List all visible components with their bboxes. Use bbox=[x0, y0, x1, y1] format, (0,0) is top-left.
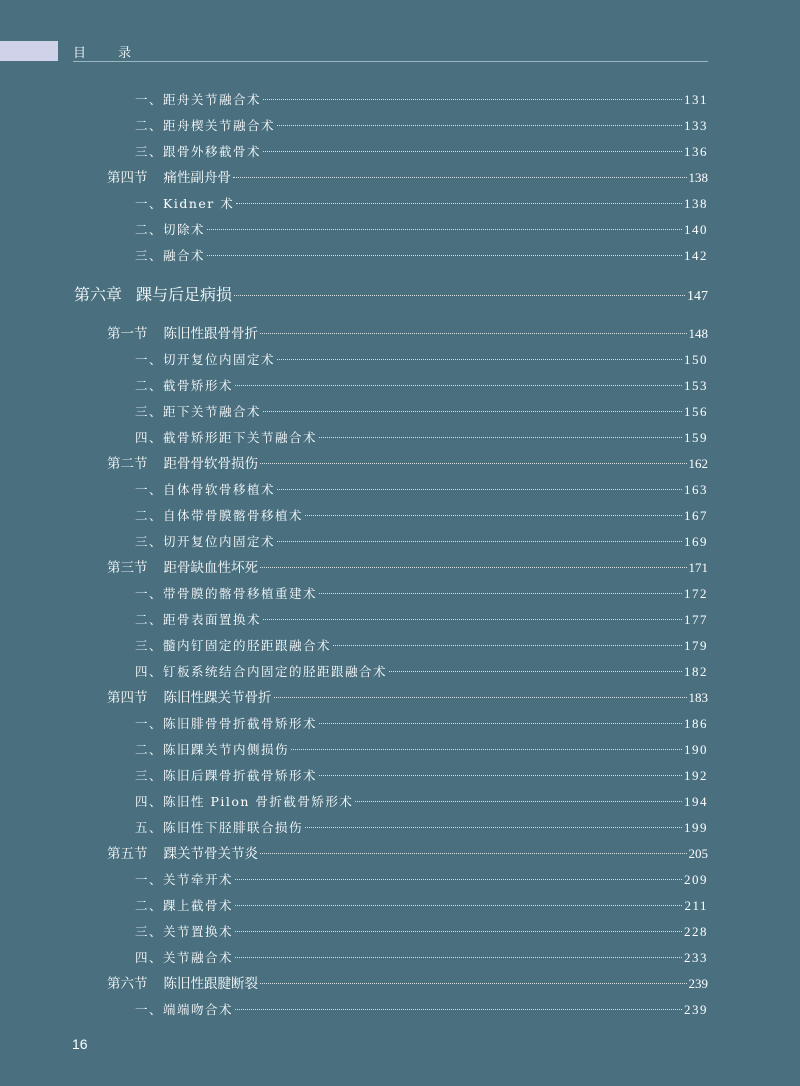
toc-entry-label bbox=[135, 818, 303, 838]
dot-leader bbox=[305, 827, 682, 828]
toc-entry-title: 二、距骨表面置换术 bbox=[135, 612, 262, 627]
toc-entry-section[interactable] bbox=[107, 454, 708, 474]
toc-page-number: 186 bbox=[684, 716, 708, 731]
toc-entry-label bbox=[135, 636, 331, 656]
toc-page-number: 182 bbox=[684, 664, 708, 679]
toc-entry-title: 四、关节融合术 bbox=[135, 950, 234, 965]
toc-entry-item[interactable] bbox=[135, 1000, 708, 1020]
dot-leader bbox=[319, 775, 682, 776]
dot-leader bbox=[333, 645, 682, 646]
toc-entry-title: 二、切除术 bbox=[135, 222, 206, 237]
toc-entry-item[interactable] bbox=[135, 350, 708, 370]
dot-leader bbox=[277, 125, 682, 126]
toc-page-number: 150 bbox=[684, 352, 708, 367]
toc-entry-item[interactable] bbox=[135, 870, 708, 890]
toc-entry-title: 一、带骨膜的髂骨移植重建术 bbox=[135, 586, 318, 601]
toc-page-number: 192 bbox=[684, 768, 708, 783]
dot-leader bbox=[319, 723, 682, 724]
toc-entry-label bbox=[135, 90, 261, 110]
toc-entry-item[interactable] bbox=[135, 948, 708, 968]
dot-leader bbox=[233, 177, 687, 178]
page-number: 16 bbox=[72, 1036, 88, 1052]
header-tab-block bbox=[0, 41, 58, 61]
toc-entry-item[interactable] bbox=[135, 714, 708, 734]
toc-entry-section[interactable] bbox=[107, 844, 708, 864]
toc-entry-label bbox=[107, 844, 258, 864]
toc-entry-number: 第二节 bbox=[107, 456, 148, 472]
dot-leader bbox=[235, 905, 682, 906]
toc-entry-item[interactable] bbox=[135, 818, 708, 838]
toc-entry-item[interactable] bbox=[135, 246, 708, 266]
toc-page-number: 172 bbox=[684, 586, 708, 601]
toc-entry-label bbox=[135, 948, 233, 968]
toc-entry-label bbox=[107, 974, 258, 994]
toc-entry-title: 一、自体骨软骨移植术 bbox=[135, 482, 276, 497]
dot-leader bbox=[234, 295, 685, 296]
dot-leader bbox=[277, 541, 682, 542]
toc-entry-label bbox=[135, 142, 261, 162]
toc-entry-label bbox=[74, 285, 232, 305]
toc-entry-label bbox=[135, 610, 261, 630]
toc-page-number: 153 bbox=[684, 378, 708, 393]
toc-page-number: 156 bbox=[684, 404, 708, 419]
toc-entry-item[interactable] bbox=[135, 428, 708, 448]
toc-entry-item[interactable] bbox=[135, 610, 708, 630]
dot-leader bbox=[260, 463, 687, 464]
toc-entry-label bbox=[135, 1000, 233, 1020]
toc-entry-label bbox=[135, 740, 289, 760]
toc-entry-item[interactable] bbox=[135, 792, 708, 812]
toc-entry-item[interactable] bbox=[135, 220, 708, 240]
toc-page-number: 199 bbox=[684, 820, 708, 835]
toc-entry-title: 陈旧性跟骨骨折 bbox=[163, 326, 258, 342]
toc-entry-label bbox=[107, 558, 258, 578]
toc-entry-item[interactable] bbox=[135, 142, 708, 162]
toc-entry-title: 痛性副舟骨 bbox=[163, 170, 231, 186]
dot-leader bbox=[263, 151, 682, 152]
toc-entry-title: 四、陈旧性 Pilon 骨折截骨矫形术 bbox=[135, 794, 354, 809]
toc-page-number: 171 bbox=[688, 560, 708, 575]
toc-entry-title: 一、Kidner 术 bbox=[135, 196, 235, 211]
toc-entry-label bbox=[135, 792, 353, 812]
dot-leader bbox=[263, 619, 682, 620]
toc-entry-title: 三、切开复位内固定术 bbox=[135, 534, 276, 549]
toc-page-number: 194 bbox=[684, 794, 708, 809]
toc-entry-title: 一、切开复位内固定术 bbox=[135, 352, 276, 367]
toc-entry-label bbox=[135, 428, 317, 448]
toc-entry-title: 四、钉板系统结合内固定的胫距跟融合术 bbox=[135, 664, 388, 679]
toc-entry-title: 四、截骨矫形距下关节融合术 bbox=[135, 430, 318, 445]
dot-leader bbox=[355, 801, 682, 802]
toc-entry-item[interactable] bbox=[135, 194, 708, 214]
toc-entry-label bbox=[107, 324, 258, 344]
dot-leader bbox=[305, 515, 682, 516]
toc-entry-title: 二、自体带骨膜髂骨移植术 bbox=[135, 508, 304, 523]
dot-leader bbox=[235, 931, 682, 932]
toc-page-number: 177 bbox=[684, 612, 708, 627]
toc-entry-label bbox=[135, 376, 233, 396]
dot-leader bbox=[274, 697, 687, 698]
toc-page-number: 209 bbox=[684, 872, 708, 887]
toc-entry-label bbox=[135, 480, 275, 500]
toc-entry-label bbox=[107, 168, 231, 188]
dot-leader bbox=[263, 411, 682, 412]
toc-entry-item[interactable] bbox=[135, 480, 708, 500]
toc-entry-number: 第三节 bbox=[107, 560, 148, 576]
toc-page-number: 183 bbox=[688, 690, 708, 705]
toc-page-number: 147 bbox=[687, 289, 708, 304]
dot-leader bbox=[319, 593, 682, 594]
toc-entry-title: 二、陈旧踝关节内侧损伤 bbox=[135, 742, 290, 757]
toc-entry-item[interactable] bbox=[135, 766, 708, 786]
toc-page-number: 190 bbox=[684, 742, 708, 757]
dot-leader bbox=[236, 203, 682, 204]
toc-entry-title: 踝与后足病损 bbox=[136, 285, 233, 304]
toc-entry-item[interactable] bbox=[135, 116, 708, 136]
toc-entry-item[interactable] bbox=[135, 922, 708, 942]
toc-entry-item[interactable] bbox=[135, 662, 708, 682]
toc-page-number: 179 bbox=[684, 638, 708, 653]
toc-entry-number: 第五节 bbox=[107, 846, 148, 862]
toc-entry-number: 第六章 bbox=[74, 285, 123, 304]
toc-entry-title: 距骨骨软骨损伤 bbox=[163, 456, 258, 472]
toc-entry-section[interactable] bbox=[107, 324, 708, 344]
toc-entry-section[interactable] bbox=[107, 558, 708, 578]
toc-page-number: 138 bbox=[684, 196, 708, 211]
toc-page-number: 228 bbox=[684, 924, 708, 939]
dot-leader bbox=[277, 489, 682, 490]
page-header-title: 目 录 bbox=[73, 46, 146, 61]
toc-entry-item[interactable] bbox=[135, 376, 708, 396]
toc-page-number: 163 bbox=[684, 482, 708, 497]
dot-leader bbox=[207, 229, 682, 230]
toc-entry-title: 陈旧性跟腱断裂 bbox=[163, 976, 258, 992]
toc-entry-item[interactable] bbox=[135, 636, 708, 656]
dot-leader bbox=[319, 437, 682, 438]
dot-leader bbox=[235, 1009, 682, 1010]
toc-entry-title: 三、陈旧后踝骨折截骨矫形术 bbox=[135, 768, 318, 783]
toc-entry-title: 陈旧性踝关节骨折 bbox=[163, 690, 272, 706]
toc-entry-item[interactable] bbox=[135, 896, 708, 916]
toc-entry-title: 三、关节置换术 bbox=[135, 924, 234, 939]
toc-entry-title: 一、端端吻合术 bbox=[135, 1002, 234, 1017]
toc-page-number: 167 bbox=[684, 508, 708, 523]
dot-leader bbox=[235, 385, 682, 386]
toc-page-number: 239 bbox=[688, 976, 708, 991]
toc-entry-label bbox=[107, 454, 258, 474]
toc-entry-title: 二、距舟楔关节融合术 bbox=[135, 118, 276, 133]
toc-page-number: 239 bbox=[684, 1002, 708, 1017]
toc-entry-title: 一、距舟关节融合术 bbox=[135, 92, 262, 107]
toc-entry-label bbox=[135, 220, 205, 240]
toc-entry-number: 第一节 bbox=[107, 326, 148, 342]
dot-leader bbox=[389, 671, 682, 672]
toc-entry-chapter[interactable] bbox=[74, 285, 708, 305]
toc-entry-title: 一、陈旧腓骨骨折截骨矫形术 bbox=[135, 716, 318, 731]
dot-leader bbox=[263, 99, 682, 100]
toc-entry-label bbox=[135, 662, 387, 682]
toc-entry-title: 三、融合术 bbox=[135, 248, 206, 263]
toc-entry-title: 五、陈旧性下胫腓联合损伤 bbox=[135, 820, 304, 835]
toc-entry-title: 二、踝上截骨术 bbox=[135, 898, 234, 913]
toc-entry-section[interactable] bbox=[107, 168, 708, 188]
toc-entry-item[interactable] bbox=[135, 402, 708, 422]
toc-entry-label bbox=[135, 870, 233, 890]
toc-page-number: 131 bbox=[684, 92, 708, 107]
toc-entry-item[interactable] bbox=[135, 532, 708, 552]
toc-entry-label bbox=[135, 402, 261, 422]
toc-entry-section[interactable] bbox=[107, 688, 708, 708]
dot-leader bbox=[260, 567, 687, 568]
toc-entry-label bbox=[135, 194, 234, 214]
toc-entry-label bbox=[135, 714, 317, 734]
toc-page-number: 148 bbox=[688, 326, 708, 341]
toc-page-number: 169 bbox=[684, 534, 708, 549]
toc-entry-label bbox=[135, 584, 317, 604]
toc-entry-item[interactable] bbox=[135, 584, 708, 604]
toc-entry-item[interactable] bbox=[135, 740, 708, 760]
toc-page-number: 162 bbox=[688, 456, 708, 471]
toc-entry-number: 第四节 bbox=[107, 170, 148, 186]
dot-leader bbox=[260, 333, 687, 334]
toc-page-number: 133 bbox=[684, 118, 708, 133]
toc-entry-label bbox=[135, 350, 275, 370]
toc-entry-title: 踝关节骨关节炎 bbox=[163, 846, 258, 862]
toc-entry-label bbox=[135, 246, 205, 266]
toc-entry-section[interactable] bbox=[107, 974, 708, 994]
toc-page-number: 142 bbox=[684, 248, 708, 263]
toc-entry-label bbox=[135, 506, 303, 526]
toc-page-number: 205 bbox=[688, 846, 708, 861]
toc-entry-item[interactable] bbox=[135, 506, 708, 526]
toc-page-number: 159 bbox=[684, 430, 708, 445]
dot-leader bbox=[277, 359, 682, 360]
toc-page-number: 136 bbox=[684, 144, 708, 159]
dot-leader bbox=[235, 957, 682, 958]
toc-entry-title: 距骨缺血性坏死 bbox=[163, 560, 258, 576]
toc-page-number: 233 bbox=[684, 950, 708, 965]
header-divider bbox=[73, 61, 708, 62]
dot-leader bbox=[291, 749, 682, 750]
toc-page-number: 211 bbox=[684, 898, 708, 913]
dot-leader bbox=[260, 983, 687, 984]
toc-page-number: 138 bbox=[688, 170, 708, 185]
toc-entry-number: 第四节 bbox=[107, 690, 148, 706]
toc-entry-number: 第六节 bbox=[107, 976, 148, 992]
toc-page-number: 140 bbox=[684, 222, 708, 237]
toc-entry-label bbox=[135, 532, 275, 552]
toc-entry-item[interactable] bbox=[135, 90, 708, 110]
toc-entry-title: 一、关节牵开术 bbox=[135, 872, 234, 887]
toc-entry-title: 二、截骨矫形术 bbox=[135, 378, 234, 393]
toc-entry-label bbox=[135, 116, 275, 136]
dot-leader bbox=[260, 853, 687, 854]
toc-entry-label bbox=[135, 922, 233, 942]
dot-leader bbox=[235, 879, 682, 880]
toc-entry-title: 三、跟骨外移截骨术 bbox=[135, 144, 262, 159]
toc-entry-label bbox=[135, 896, 233, 916]
toc-entry-title: 三、距下关节融合术 bbox=[135, 404, 262, 419]
toc-entry-label bbox=[135, 766, 317, 786]
dot-leader bbox=[207, 255, 682, 256]
toc-entry-title: 三、髓内钉固定的胫距跟融合术 bbox=[135, 638, 332, 653]
toc-entry-label bbox=[107, 688, 272, 708]
